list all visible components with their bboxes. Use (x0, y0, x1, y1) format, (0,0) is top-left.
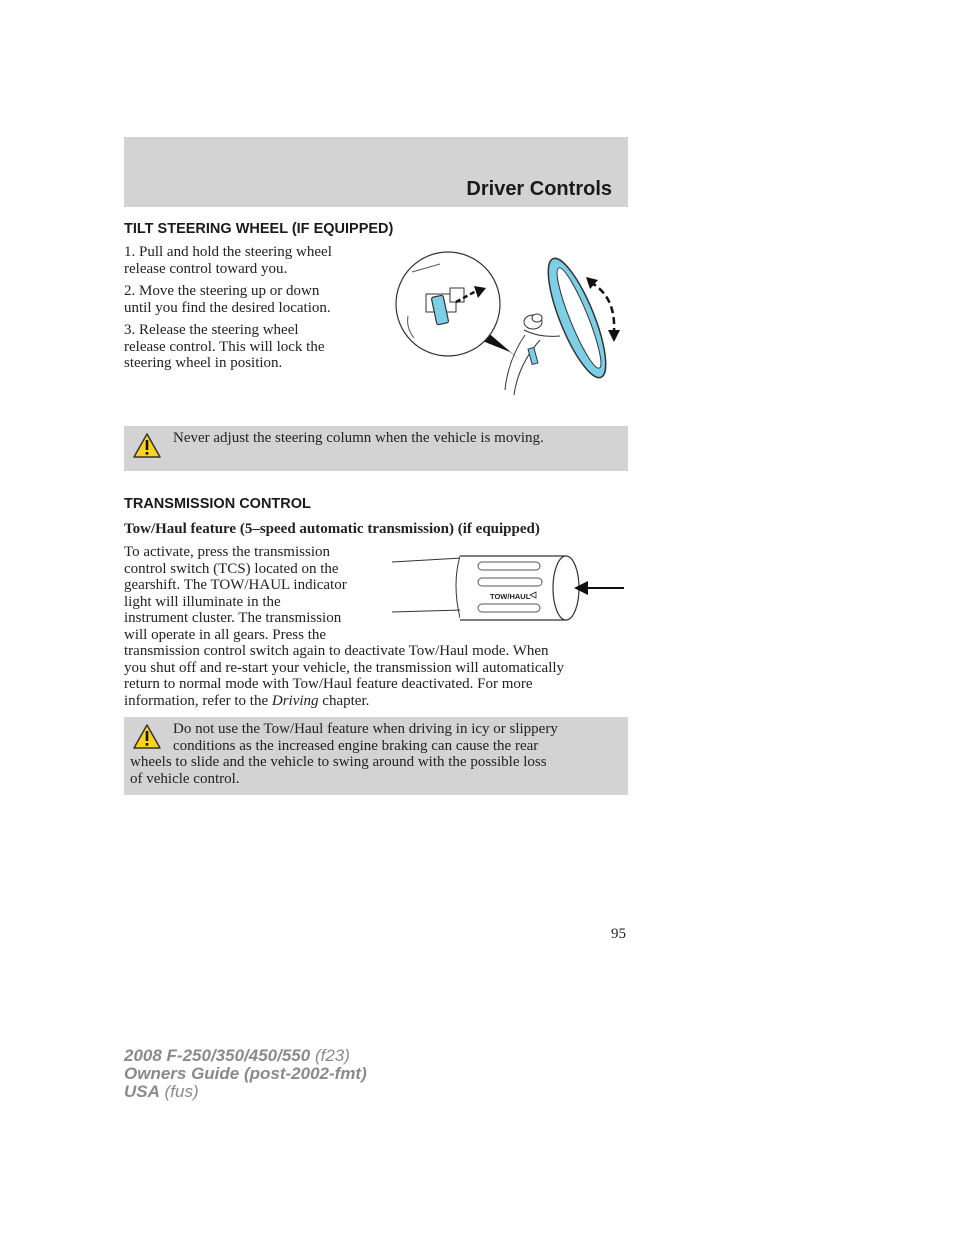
footer-guide: Owners Guide (post-2002-fmt) (124, 1064, 367, 1083)
section-header-band (124, 137, 628, 207)
tilt-step-1-line: 1. Pull and hold the steering wheel (124, 244, 332, 260)
tilt-step-2-line: 2. Move the steering up or down (124, 283, 320, 299)
transmission-heading: TRANSMISSION CONTROL (124, 496, 311, 512)
warning-text-line: wheels to slide and the vehicle to swing around with the possible loss (130, 754, 547, 770)
footer-line (124, 1065, 367, 1083)
warning-text-line: conditions as the increased engine braking can cause the rear (173, 737, 539, 754)
page-number: 95 (611, 926, 626, 942)
tilt-steering-heading: TILT STEERING WHEEL (IF EQUIPPED) (124, 221, 394, 237)
warning-text-line: Do not use the Tow/Haul feature when driving in icy or slippery (173, 721, 558, 737)
tilt-step-3-line: 3. Release the steering wheel (124, 322, 299, 338)
tilt-step-3 (124, 322, 325, 372)
body-text: information, refer to the (124, 692, 272, 709)
body-line (124, 693, 564, 710)
footer-line (124, 1083, 367, 1101)
warning-triangle-icon (132, 432, 162, 460)
document-footer (124, 1047, 367, 1101)
body-line: transmission control switch again to deactivate Tow/Haul mode. When (124, 643, 549, 659)
tilt-step-3-line: release control. This will lock the (124, 338, 325, 355)
body-line: you shut off and re-start your vehicle, the transmission will automatically (124, 659, 565, 676)
footer-code: (f23) (310, 1046, 350, 1065)
warning-box (124, 426, 628, 471)
tilt-step-1 (124, 244, 332, 277)
tilt-step-2-line: until you find the desired location. (124, 299, 331, 316)
body-line: return to normal mode with Tow/Haul feature deactivated. For more (124, 676, 533, 692)
tilt-step-1-line: release control toward you. (124, 260, 288, 277)
footer-market: USA (124, 1082, 160, 1101)
tilt-step-2 (124, 283, 331, 316)
warning-triangle-icon (132, 723, 162, 751)
warning-text-line: of vehicle control. (130, 770, 240, 787)
body-line: gearshift. The TOW/HAUL indicator (124, 577, 347, 593)
tow-haul-subheading: Tow/Haul feature (5–speed automatic transmission) (if equipped) (124, 521, 540, 537)
gearshift-tcs-illustration (390, 548, 626, 628)
footer-code: (fus) (159, 1082, 199, 1101)
body-line: light will illuminate in the (124, 593, 281, 610)
tow-haul-switch-label: TOW/HAUL (490, 592, 531, 601)
footer-model: 2008 F-250/350/450/550 (124, 1046, 311, 1065)
warning-text: Never adjust the steering column when the vehicle is moving. (173, 430, 544, 446)
driving-chapter-reference: Driving (271, 692, 319, 709)
footer-line (124, 1047, 367, 1065)
section-title: Driver Controls (466, 178, 612, 200)
warning-box (124, 717, 628, 795)
body-line: To activate, press the transmission (124, 544, 330, 560)
body-line: instrument cluster. The transmission (124, 610, 342, 626)
body-line: will operate in all gears. Press the (124, 626, 327, 643)
tilt-steering-illustration (390, 250, 630, 400)
tilt-step-3-line: steering wheel in position. (124, 355, 283, 371)
body-text: chapter. (318, 692, 370, 709)
body-line: control switch (TCS) located on the (124, 560, 339, 577)
